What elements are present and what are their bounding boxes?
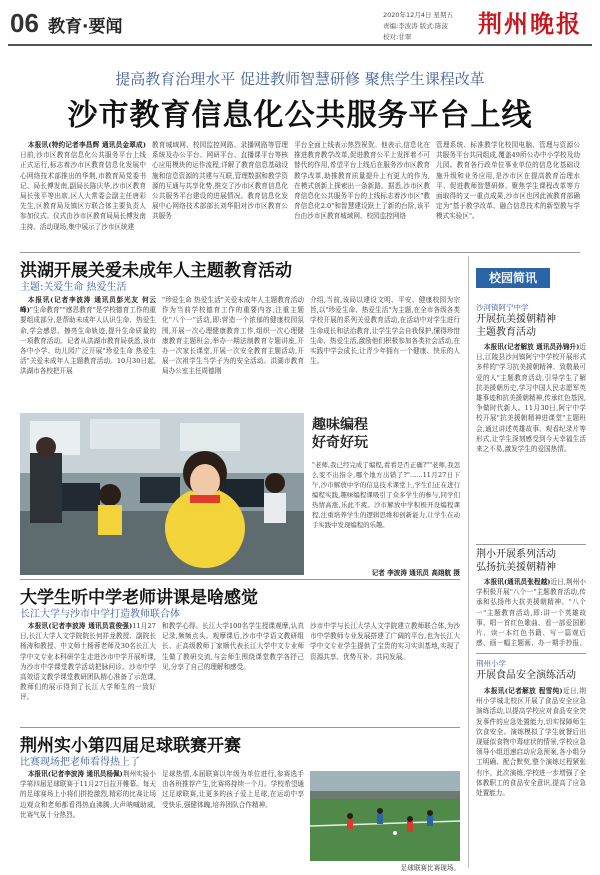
story2-byline: 本报讯(记者李波涛 通讯员彭光友 何云峰) xyxy=(20,296,156,315)
lead-col-1: 本报讯(特约记者李昌辉 通讯员金翠成)日前,沙市区教育信息化公共服务平台上线正式运行,标志着沙市区教育信息化发展中心网络技术部推出的华荆,市教育局党委书记、局长傅发南,副局长陈庆华,沙市区教育局长张平等出席,区人大常委会副主任唐彩先生,区教育局及镇区方联合体主要负责人参加仪式。仪式由沙市区教育局局长傅发南主持。活动现场,集中展示了沙市区统建 xyxy=(20,141,146,231)
story2-headline: 洪湖开展关爱未成年人主题教育活动 xyxy=(20,261,292,281)
lead-col-4: 管理系统、标准教学化校园电脑、管理与资源公共服务平台共同组成,覆盖49所公办中小学校及幼儿园。教育各行政单位事业单位的信息化基础设施升级和业务应用,是沙市区在提高教育治理水平、促进教师智慧研修、聚焦学生课程改革等方面取得的又一重点成果,沙市区也因此被教育部确定为"基于教学改革、融合信息技术的新型教与学模式实验区"。 xyxy=(436,141,580,221)
proofreader-credit: 校对:甘翠 xyxy=(383,33,412,41)
masthead xyxy=(0,0,600,46)
story2-subtitle: 主题:关爱生命 热爱生活 xyxy=(20,282,127,293)
story5-col-1: 本报讯(记者李波涛 通讯员杨佩)荆州实验小学第四届足球联赛于11月27日拉开帷幕。每天的足球赛场上小将们拼抢激烈,精彩的比赛让场边观众和老师都看得热血沸腾,大声呐喊助威,比赛气氛十分热烈。 xyxy=(20,770,156,819)
story4-subtitle: 长江大学与沙市中学打造教师联合体 xyxy=(20,609,180,620)
classroom-photo xyxy=(20,413,304,575)
lead-col-3: 平台全面上线表示热烈祝贺。他表示,信息化在推进教育教学改革,促进教育公平上发挥着不可替代的作用,希望平台上线后在服务沙市区教育教学改革,助推教育质量提升上有更大的作为,在模式创新上探索出一条新路。据悉,沙市区教育信息化公共服务平台的上线标志着沙市区"教育信息化2.0"和智慧建设跃上了新的台阶,该平台由沙市区教育城域网、校园监控网络 xyxy=(294,141,430,221)
brief1-text: 本报讯(记者解放 通讯员孙锦升)近日,江陵县沙河镇阿宁中学校开展形式多样的"学习抗美援朝精神、致敬最可爱的人"主题教育活动,引导学生了解抗美援朝历史,学习中国人民志愿军英雄事迹和抗美援朝精神,传承红色基因,争做时代新人。11月30日,阿宁中学校开展"抗美援朝精神进课堂"主题班会,通过讲述英雄故事、观看纪录片等形式,让学生深刻感受到今天幸福生活来之不易,激发学生的爱国热情。 xyxy=(476,343,586,454)
brief2-byline: 本报讯(通讯员张程越) xyxy=(483,578,551,586)
masthead-rule xyxy=(8,44,592,46)
brief1-byline: 本报讯(记者解放 通讯员孙锦升) xyxy=(483,343,580,351)
story4-byline: 本报讯(记者李波涛 通讯员袁俊强) xyxy=(27,622,133,630)
divider xyxy=(20,252,580,253)
brief3-headline: 开展食品安全演练活动 xyxy=(476,670,576,681)
lead-byline: 本报讯(特约记者李昌辉 通讯员金翠成) xyxy=(27,141,146,149)
masthead-meta xyxy=(383,10,473,43)
story4-col-1: 本报讯(记者李波涛 通讯员袁俊强)11月27日,长江大学人文学院院长何祥龙教授、副院长杨涛和教授、中文师土杨蓉老师及30名长江大学中文专业本科研学生走进沙市中学开展听课,为沙市中学课堂教学活动把脉问诊。沙市中学高效语文教学课堂教研团队精心准备了示范课,教师们的展示得到了长江大学师生的一致好评。 xyxy=(20,622,156,702)
story2-col-3: 介绍,当前,该局以建设文明、平安、健康校园为宗旨,以"珍爱生命、热爱生活"为主题,在全市各级各类学校开展的系列关爱教育活动,在活动中对学生进行生命成长和法治教育,让学生学会自我保护,懂得珍惜生命、热爱生活,激励他们积极参加各类社会活动,在实践中学会成长,让青少年拥有一个健康、快乐的人生。 xyxy=(310,296,460,366)
story4-headline: 大学生听中学老师讲课是啥感觉 xyxy=(20,588,258,608)
story5-byline: 本报讯(记者李波涛 通讯员杨佩) xyxy=(27,770,123,778)
story5-photo-caption: 足球联赛比赛现场。 xyxy=(400,864,460,872)
story5-subtitle: 比赛现场把老师看得热上了 xyxy=(20,757,140,768)
sidebar-divider xyxy=(468,256,469,868)
divider xyxy=(476,544,586,545)
newspaper-logo: 荆州晚报 xyxy=(478,9,582,38)
story5-col-2: 足球热情,本届联赛以年级为单位进行,参赛选手由各班推荐产生,比赛将持续一个月。学校希望通过足球联赛,让更多的孩子爱上足球,在运动中享受快乐,强健体魄,培养团队合作精神。 xyxy=(162,770,304,809)
story3-headline: 趣味编程 好奇好玩 xyxy=(312,417,368,451)
story4-col-2: 和教学心得。长江大学100名学生授课观摩,认真记录,频频点头。观摩课后,沙市中学语文教研组长、正高级教师丁家顺代表长江大学中文专业师生做了教研交流,与会师生围绕课堂教学各抒己见,分享了自己的理解和感受。 xyxy=(162,622,304,671)
issue-date: 2020年12月4日 星期五 xyxy=(383,11,454,19)
lead-col-2: 教育城域网、校园监控网路、录播网路等管理系统及办公平台、网研平台、直播课平台等核心应用模块的运作流程,详解了教育信息基础设施和信息资源的共建与互联,管理数据和教学资源的互通与共享化势,推交了沙市区教育信息化公共服务平台建设的进展情况。教育信息化发展中心网络技术部部长刘华阳对沙市区教育公共服务 xyxy=(152,141,288,221)
brief2-text: 本报讯(通讯员张程越)近日,荆州小学积极开展"八个一"主题教育活动,传承和弘扬伟大抗美援朝精神。"八个一"主题教育活动,即:讲一个英雄故事、唱一首红色歌曲、看一部爱国影片、读一本红色书籍、写一篇观后感、画一幅主题画、办一期手抄报、 xyxy=(476,578,586,648)
sidebar-title: 校园简讯 xyxy=(476,268,550,288)
divider xyxy=(476,653,586,654)
brief3-byline: 本报讯(记者解放 程雪纯) xyxy=(483,687,563,695)
lead-headline: 沙市教育信息化公共服务平台上线 xyxy=(67,98,533,133)
divider xyxy=(20,579,460,580)
page-number: 06 xyxy=(10,8,39,38)
football-photo xyxy=(310,771,460,861)
divider xyxy=(20,727,460,728)
brief3-text: 本报讯(记者解放 程雪纯)近日,荆州小学城北校区开展了食品安全应急演练活动,以提高学校应对食品安全突发事件的应急处置能力,切实保障师生饮食安全。演练模拟了学生就餐后出现疑似食物中毒症状的情景,学校应急领导小组迅速启动应急预案,各小组分工明确、配合默契,整个演练过程紧张有序。此次演练,学校进一步增强了全体教职工的食品安全意识,提高了应急处置能力。 xyxy=(476,687,586,798)
story4-col-3: 沙市中学与长江大学人文学院建立教师联合体,为沙市中学教师专业发展搭建了广阔的平台,也为长江大学中文专业学生提供了宝贵的实习实训基地,实现了资源共享、优势互补、共同发展。 xyxy=(310,622,460,661)
section-title: 教育·要闻 xyxy=(48,17,123,37)
story3-text: "老师,我已经完成了编程,看看是否正确?""老师,我怎么变不出指令,哪个地方出错了?"……11月27日下午,沙市解放中学的信息技术课堂上,学生们正在进行编程实践,趣味编程课吸引了众多学生的参与,同学们热情高涨,乐此不疲。沙市解放中学积极开设编程课程,注重培养学生的逻辑思维和创新能力,让学生在动手实践中发现编程的乐趣。 xyxy=(312,461,460,529)
lead-kicker: 提高教育治理水平 促进教师智慧研修 聚焦学生课程改革 xyxy=(115,70,485,88)
brief2-headline: 荆小开展系列活动 弘扬抗美援朝精神 xyxy=(476,549,556,573)
editor-credit: 责编:李波涛 版式:陈菠 xyxy=(383,22,448,30)
story2-col-2: "珍爱生命 热爱生活"关爱未成年人主题教育活动作为当前学校德育工作的重要内容,注重主题化"八个一"活动,即:营造一个浓郁的健康校园氛围,开展一次心理健康教育工作,组织一次心理健康教育主题班会,举办一期法制教育专题讲座,开办一次家长课堂,开展一次安全教育主题活动,开展一次祖学生当学子为的安全活动。洪湖市教育局办公室主任周德刚 xyxy=(162,296,304,376)
story2-col-1: 本报讯(记者李波涛 通讯员彭光友 何云峰)"生命教育""感恩教育"是学校德育工作的重要组成部分,是帮助未成年人认识生命、热爱生命,学会感恩、擦亮生命轨迹,提升生命质量的一项教育活动。记者从洪湖市教育局获悉,该市各中小学、幼儿园广泛开展"珍爱生命 热爱生活"关爱未成年人主题教育活动。10月30日起,洪湖市各校把开展 xyxy=(20,296,156,376)
story3-photo-credit: 记者 李波涛 通讯员 高翊航 摄 xyxy=(371,569,460,577)
brief1-school: 沙河镇阿宁中学 xyxy=(476,303,529,312)
story5-headline: 荆州实小第四届足球联赛开赛 xyxy=(20,736,241,756)
brief1-headline: 开展抗美援朝精神 主题教育活动 xyxy=(476,314,556,338)
brief3-school: 荆州小学 xyxy=(476,659,506,668)
